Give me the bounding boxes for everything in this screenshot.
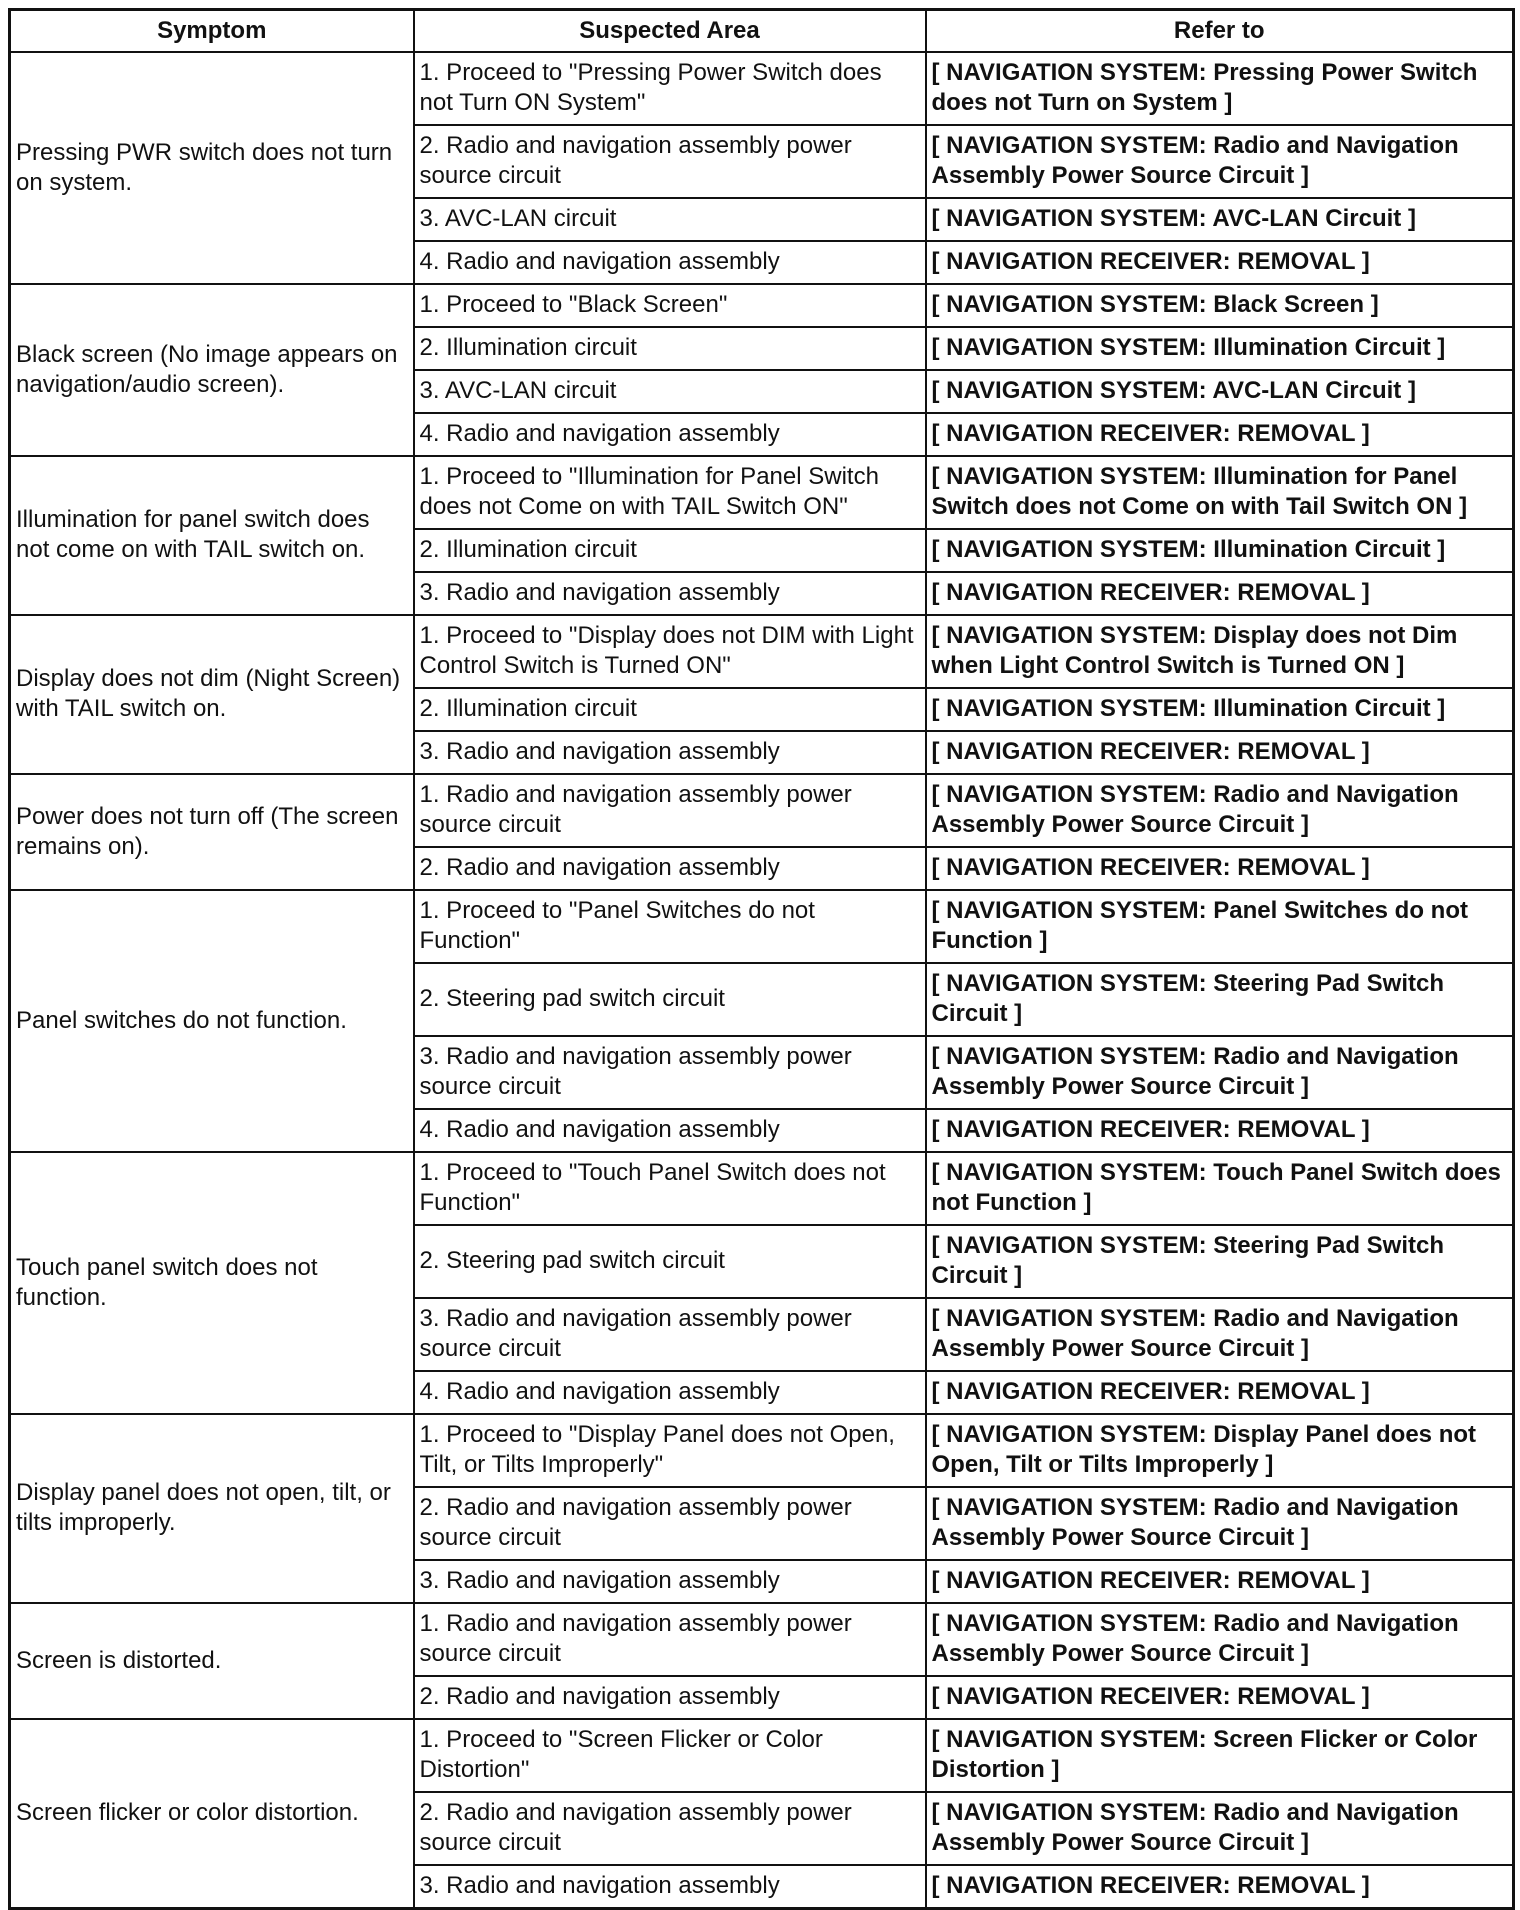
refer-to-cell: [ NAVIGATION RECEIVER: REMOVAL ] (926, 731, 1514, 774)
suspected-area-cell: 2. Steering pad switch circuit (414, 1225, 926, 1298)
suspected-area-cell: 4. Radio and navigation assembly (414, 1109, 926, 1152)
table-row (10, 52, 1514, 125)
symptom-cell: Illumination for panel switch does not come on with TAIL switch on. (10, 456, 414, 615)
suspected-area-cell: 3. Radio and navigation assembly (414, 731, 926, 774)
suspected-area-cell: 1. Radio and navigation assembly power source circuit (414, 1603, 926, 1676)
refer-to-cell: [ NAVIGATION SYSTEM: Steering Pad Switch Circuit ] (926, 963, 1514, 1036)
table-row (10, 456, 1514, 529)
symptom-cell: Pressing PWR switch does not turn on system. (10, 52, 414, 284)
refer-to-cell: [ NAVIGATION SYSTEM: Radio and Navigation Assembly Power Source Circuit ] (926, 1036, 1514, 1109)
suspected-area-cell: 1. Proceed to "Panel Switches do not Function" (414, 890, 926, 963)
refer-to-cell: [ NAVIGATION SYSTEM: Display does not Dim when Light Control Switch is Turned ON ] (926, 615, 1514, 688)
suspected-area-cell: 2. Radio and navigation assembly power source circuit (414, 1487, 926, 1560)
suspected-area-cell: 3. Radio and navigation assembly (414, 1560, 926, 1603)
refer-to-cell: [ NAVIGATION SYSTEM: Radio and Navigation Assembly Power Source Circuit ] (926, 774, 1514, 847)
refer-to-cell: [ NAVIGATION RECEIVER: REMOVAL ] (926, 1865, 1514, 1909)
suspected-area-cell: 4. Radio and navigation assembly (414, 413, 926, 456)
refer-to-cell: [ NAVIGATION RECEIVER: REMOVAL ] (926, 1560, 1514, 1603)
problem-symptoms-table (8, 8, 1515, 1910)
suspected-area-cell: 3. Radio and navigation assembly power source circuit (414, 1036, 926, 1109)
refer-to-cell: [ NAVIGATION SYSTEM: Illumination Circuit ] (926, 327, 1514, 370)
refer-to-cell: [ NAVIGATION SYSTEM: Screen Flicker or Color Distortion ] (926, 1719, 1514, 1792)
table-row (10, 1152, 1514, 1225)
symptom-cell: Display does not dim (Night Screen) with TAIL switch on. (10, 615, 414, 774)
refer-to-cell: [ NAVIGATION SYSTEM: Radio and Navigation Assembly Power Source Circuit ] (926, 1792, 1514, 1865)
refer-to-cell: [ NAVIGATION SYSTEM: Illumination Circuit ] (926, 529, 1514, 572)
symptom-cell: Screen is distorted. (10, 1603, 414, 1719)
symptom-cell: Display panel does not open, tilt, or tilts improperly. (10, 1414, 414, 1603)
refer-to-cell: [ NAVIGATION SYSTEM: Illumination Circuit ] (926, 688, 1514, 731)
header-refer-to: Refer to (926, 10, 1514, 53)
header-suspected-area: Suspected Area (414, 10, 926, 53)
suspected-area-cell: 2. Illumination circuit (414, 529, 926, 572)
refer-to-cell: [ NAVIGATION RECEIVER: REMOVAL ] (926, 413, 1514, 456)
table-row (10, 1719, 1514, 1792)
refer-to-cell: [ NAVIGATION RECEIVER: REMOVAL ] (926, 572, 1514, 615)
suspected-area-cell: 2. Steering pad switch circuit (414, 963, 926, 1036)
refer-to-cell: [ NAVIGATION SYSTEM: AVC-LAN Circuit ] (926, 370, 1514, 413)
refer-to-cell: [ NAVIGATION SYSTEM: Illumination for Panel Switch does not Come on with Tail Switch ON ] (926, 456, 1514, 529)
refer-to-cell: [ NAVIGATION SYSTEM: Black Screen ] (926, 284, 1514, 327)
suspected-area-cell: 2. Radio and navigation assembly (414, 847, 926, 890)
refer-to-cell: [ NAVIGATION SYSTEM: AVC-LAN Circuit ] (926, 198, 1514, 241)
refer-to-cell: [ NAVIGATION SYSTEM: Display Panel does not Open, Tilt or Tilts Improperly ] (926, 1414, 1514, 1487)
suspected-area-cell: 3. Radio and navigation assembly (414, 572, 926, 615)
symptom-cell: Power does not turn off (The screen remains on). (10, 774, 414, 890)
refer-to-cell: [ NAVIGATION RECEIVER: REMOVAL ] (926, 1109, 1514, 1152)
refer-to-cell: [ NAVIGATION SYSTEM: Radio and Navigation Assembly Power Source Circuit ] (926, 125, 1514, 198)
table-row (10, 774, 1514, 847)
refer-to-cell: [ NAVIGATION SYSTEM: Touch Panel Switch does not Function ] (926, 1152, 1514, 1225)
suspected-area-cell: 2. Radio and navigation assembly power source circuit (414, 125, 926, 198)
table-row (10, 1603, 1514, 1676)
suspected-area-cell: 1. Radio and navigation assembly power source circuit (414, 774, 926, 847)
suspected-area-cell: 4. Radio and navigation assembly (414, 1371, 926, 1414)
table-row (10, 615, 1514, 688)
symptom-cell: Black screen (No image appears on navigation/audio screen). (10, 284, 414, 456)
refer-to-cell: [ NAVIGATION SYSTEM: Pressing Power Switch does not Turn on System ] (926, 52, 1514, 125)
refer-to-cell: [ NAVIGATION SYSTEM: Radio and Navigation Assembly Power Source Circuit ] (926, 1298, 1514, 1371)
troubleshooting-table-container (8, 8, 1512, 1910)
suspected-area-cell: 3. Radio and navigation assembly power source circuit (414, 1298, 926, 1371)
symptom-cell: Touch panel switch does not function. (10, 1152, 414, 1414)
suspected-area-cell: 2. Radio and navigation assembly power source circuit (414, 1792, 926, 1865)
suspected-area-cell: 3. AVC-LAN circuit (414, 370, 926, 413)
symptom-cell: Screen flicker or color distortion. (10, 1719, 414, 1909)
suspected-area-cell: 1. Proceed to "Display does not DIM with Light Control Switch is Turned ON" (414, 615, 926, 688)
refer-to-cell: [ NAVIGATION RECEIVER: REMOVAL ] (926, 847, 1514, 890)
suspected-area-cell: 1. Proceed to "Illumination for Panel Switch does not Come on with TAIL Switch ON" (414, 456, 926, 529)
suspected-area-cell: 2. Illumination circuit (414, 688, 926, 731)
table-row (10, 1414, 1514, 1487)
symptom-cell: Panel switches do not function. (10, 890, 414, 1152)
suspected-area-cell: 4. Radio and navigation assembly (414, 241, 926, 284)
refer-to-cell: [ NAVIGATION SYSTEM: Radio and Navigation Assembly Power Source Circuit ] (926, 1603, 1514, 1676)
refer-to-cell: [ NAVIGATION RECEIVER: REMOVAL ] (926, 241, 1514, 284)
suspected-area-cell: 1. Proceed to "Touch Panel Switch does not Function" (414, 1152, 926, 1225)
refer-to-cell: [ NAVIGATION SYSTEM: Steering Pad Switch Circuit ] (926, 1225, 1514, 1298)
suspected-area-cell: 1. Proceed to "Screen Flicker or Color Distortion" (414, 1719, 926, 1792)
header-symptom: Symptom (10, 10, 414, 53)
suspected-area-cell: 3. AVC-LAN circuit (414, 198, 926, 241)
header-row (10, 10, 1514, 53)
suspected-area-cell: 2. Illumination circuit (414, 327, 926, 370)
suspected-area-cell: 2. Radio and navigation assembly (414, 1676, 926, 1719)
refer-to-cell: [ NAVIGATION RECEIVER: REMOVAL ] (926, 1676, 1514, 1719)
table-row (10, 890, 1514, 963)
refer-to-cell: [ NAVIGATION RECEIVER: REMOVAL ] (926, 1371, 1514, 1414)
suspected-area-cell: 1. Proceed to "Black Screen" (414, 284, 926, 327)
table-row (10, 284, 1514, 327)
refer-to-cell: [ NAVIGATION SYSTEM: Panel Switches do not Function ] (926, 890, 1514, 963)
suspected-area-cell: 1. Proceed to "Display Panel does not Open, Tilt, or Tilts Improperly" (414, 1414, 926, 1487)
refer-to-cell: [ NAVIGATION SYSTEM: Radio and Navigation Assembly Power Source Circuit ] (926, 1487, 1514, 1560)
suspected-area-cell: 3. Radio and navigation assembly (414, 1865, 926, 1909)
table-body (10, 52, 1514, 1909)
suspected-area-cell: 1. Proceed to "Pressing Power Switch does not Turn ON System" (414, 52, 926, 125)
